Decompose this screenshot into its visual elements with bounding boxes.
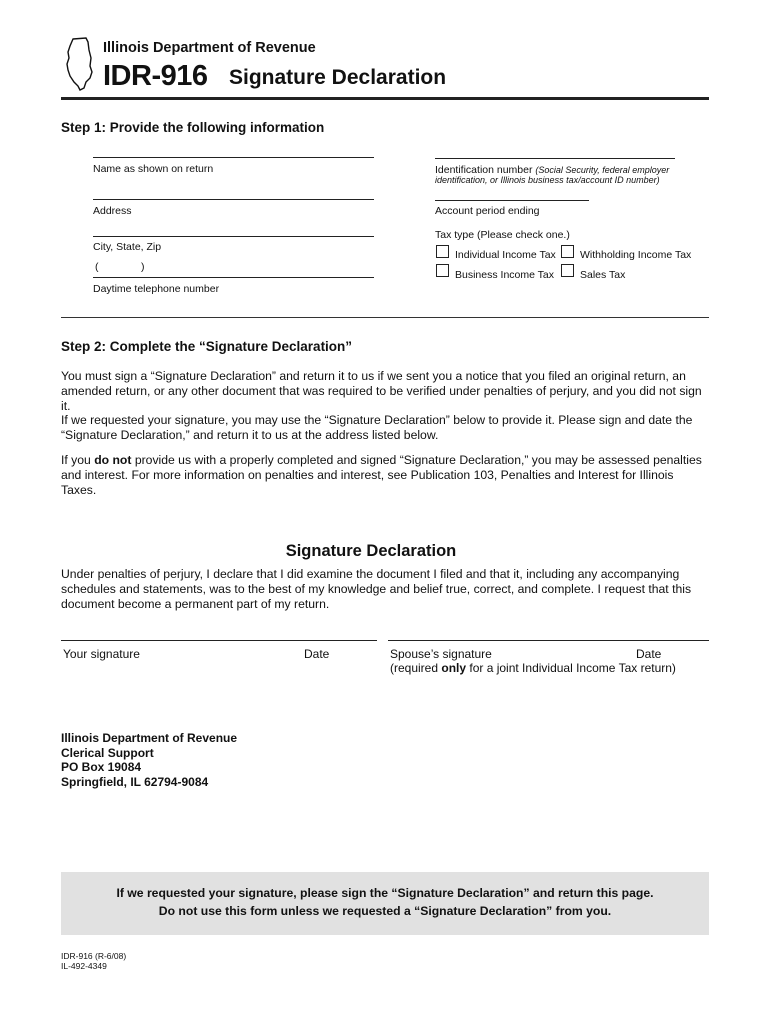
id-number-note-2: identification, or Illinois business tax/account ID number) xyxy=(435,175,660,185)
id-number-note-1: (Social Security, federal employer xyxy=(535,165,670,175)
declaration-text: Under penalties of perjury, I declare that I did examine the document I filed and that it, including any accompanying schedules and statements, was to the best of my knowledge and belief true, correct, and complete. I request that this document become a permanent part of my return. xyxy=(61,567,692,611)
declaration-title: Signature Declaration xyxy=(285,542,457,560)
tax-type-withholding-label: Withholding Income Tax xyxy=(580,249,692,261)
checkbox-withholding-income-tax[interactable] xyxy=(561,245,574,258)
phone-area-open: ( xyxy=(95,261,99,273)
address-line-2: Clerical Support xyxy=(61,745,154,760)
your-signature-label: Your signature xyxy=(63,647,140,661)
step-divider xyxy=(61,317,709,318)
spouse-note-start: (required xyxy=(390,661,442,675)
name-field-line[interactable] xyxy=(93,157,374,158)
spouse-signature-date-label: Date xyxy=(636,647,662,661)
tax-type-individual-label: Individual Income Tax xyxy=(455,249,556,261)
checkbox-sales-tax[interactable] xyxy=(561,264,574,277)
phone-field-line[interactable] xyxy=(93,277,374,278)
notice-line-2: Do not use this form unless we requested a “Signature Declaration” from you. xyxy=(158,904,612,918)
notice-box xyxy=(61,872,709,935)
form-number: IDR-916 xyxy=(103,60,208,92)
spouse-note-end: for a joint Individual Income Tax return) xyxy=(466,661,676,675)
id-number-field-line[interactable] xyxy=(435,158,675,159)
city-label: City, State, Zip xyxy=(93,241,162,253)
spouse-signature-line[interactable] xyxy=(388,640,709,641)
spouse-signature-note xyxy=(390,661,676,675)
step2-paragraph-3 xyxy=(61,453,711,498)
address-field-line[interactable] xyxy=(93,199,374,200)
id-number-label-text: Identification number xyxy=(435,164,533,176)
your-signature-date-label: Date xyxy=(304,647,330,661)
spouse-note-emphasis: only xyxy=(441,661,467,675)
spouse-signature-label: Spouse’s signature xyxy=(390,647,492,661)
step2-paragraph-2: If we requested your signature, you may use the “Signature Declaration” below to provide it. Please sign and date the “Signature Declaration,” and return it to us at the address listed below. xyxy=(61,413,693,442)
phone-area-close: ) xyxy=(141,261,145,273)
address-line-4: Springfield, IL 62794-9084 xyxy=(61,774,209,789)
tax-type-business-label: Business Income Tax xyxy=(455,269,555,281)
mailing-address xyxy=(61,731,237,789)
illinois-state-logo-icon xyxy=(64,36,98,92)
checkbox-individual-income-tax[interactable] xyxy=(436,245,449,258)
checkbox-business-income-tax[interactable] xyxy=(436,264,449,277)
address-line-1: Illinois Department of Revenue xyxy=(61,731,238,745)
agency-name: Illinois Department of Revenue xyxy=(103,40,316,56)
footer-revision: IDR-916 (R-6/08) xyxy=(61,951,127,961)
phone-label: Daytime telephone number xyxy=(93,283,220,295)
para3-emphasis: do not xyxy=(94,453,132,467)
period-label: Account period ending xyxy=(435,205,540,217)
city-field-line[interactable] xyxy=(93,236,374,237)
name-label: Name as shown on return xyxy=(93,163,214,175)
address-label: Address xyxy=(93,205,132,217)
form-title: Signature Declaration xyxy=(229,66,447,89)
notice-line-1: If we requested your signature, please sign the “Signature Declaration” and return this page. xyxy=(116,886,654,900)
tax-type-label: Tax type (Please check one.) xyxy=(435,229,570,241)
tax-type-sales-label: Sales Tax xyxy=(580,269,626,281)
your-signature-line[interactable] xyxy=(61,640,377,641)
address-line-3: PO Box 19084 xyxy=(61,760,142,774)
para3-text-start: If you xyxy=(61,453,95,467)
step2-heading: Step 2: Complete the “Signature Declaration” xyxy=(61,339,353,354)
step2-paragraph-1: You must sign a “Signature Declaration” and return it to us if we sent you a notice that you filed an original return, an amended return, or any other document that was required to be verified under penalties of perjury, and you did not sign it. xyxy=(61,369,702,413)
step1-heading: Step 1: Provide the following information xyxy=(61,120,325,135)
para3-text-end: provide us with a properly completed and signed “Signature Declaration,” you may be assessed penalties and interest. For more information on penalties and interest, see Publication 103, Penalties and Interest for Illinois Taxes. xyxy=(61,453,702,497)
footer-code: IL-492-4349 xyxy=(61,961,107,971)
header-divider xyxy=(61,97,709,100)
period-field-line[interactable] xyxy=(435,200,589,201)
form-revision-footer xyxy=(61,951,126,971)
